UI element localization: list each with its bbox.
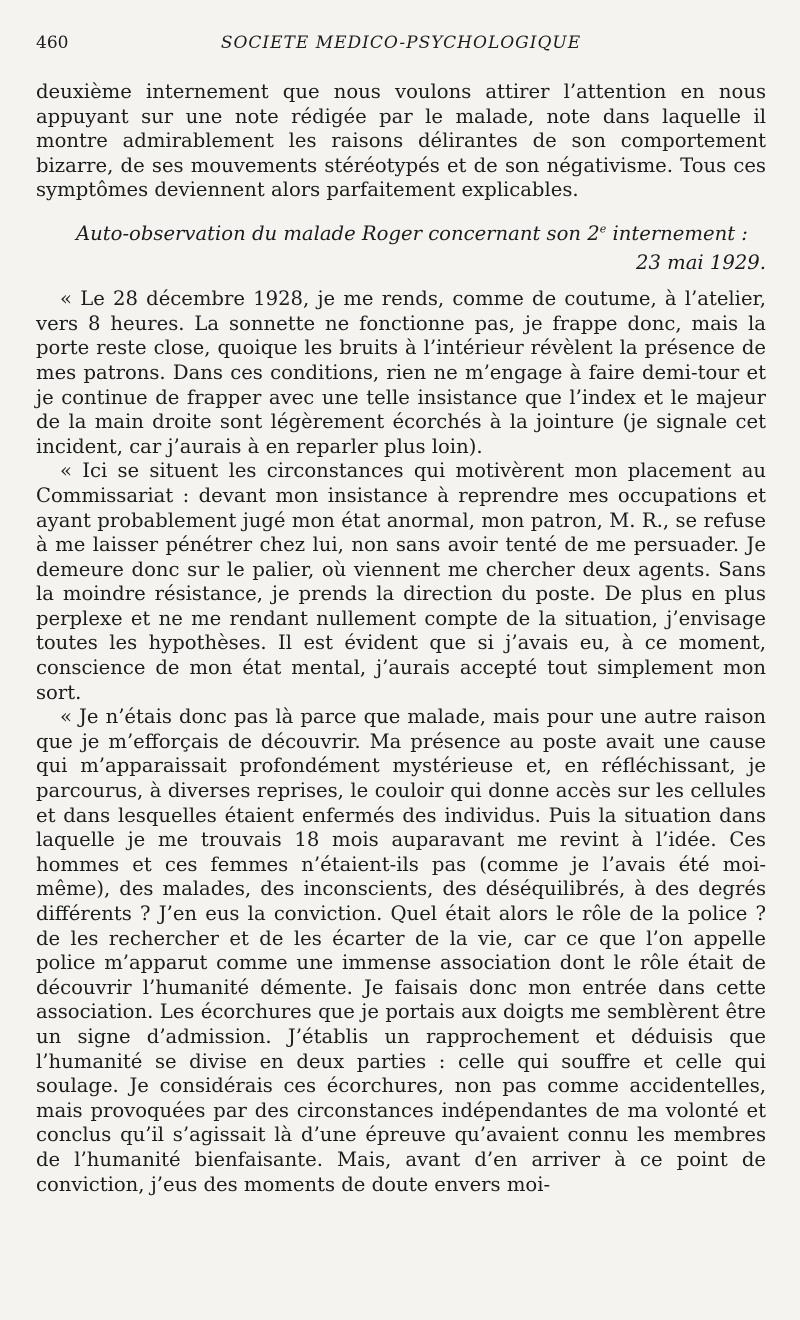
heading-text-before: Auto-observation du malade Roger concernant son 2 bbox=[76, 221, 600, 245]
paragraph-continuation: deuxième internement que nous voulons attirer l’attention en nous appuyant sur une note rédigée par le malade, note dans laquelle il montre admirablement les raisons délirantes de son comportement bizarre, de ses mouvements stéréotypés et de son négativisme. Tous ces symptômes deviennent alors parfaitement explicables. bbox=[36, 80, 766, 202]
running-head bbox=[36, 30, 766, 56]
paragraph-quote-2: « Ici se situent les circonstances qui motivèrent mon placement au Commissariat : devant mon insistance à reprendre mes occupations et ayant probablement jugé mon état anormal, mon patron, M. R., se refuse à me laisser pénétrer chez lui, non sans avoir tenté de me persuader. Je demeure donc sur le palier, où viennent me chercher deux agents. Sans la moindre résistance, je prends la direction du poste. De plus en plus perplexe et ne me rendant nullement compte de la situation, j’envisage toutes les hypothèses. Il est évident que si j’avais eu, à ce moment, conscience de mon état mental, j’aurais accepté tout simplement mon sort. bbox=[36, 459, 766, 704]
date-line: 23 mai 1929. bbox=[635, 250, 766, 274]
paragraph-quote-3: « Je n’étais donc pas là parce que malade, mais pour une autre raison que je m’efforçais de découvrir. Ma présence au poste avait une cause qui m’apparaissait profondément mystérieuse et, en réfléchissant, je parcourus, à diverses reprises, le couloir qui donne accès sur les cellules et dans lesquelles étaient enfermés des individus. Puis la situation dans laquelle je me trouvais 18 mois auparavant me revint à l’idée. Ces hommes et ces femmes n’étaient-ils pas (comme je l’avais été moi-même), des malades, des inconscients, des déséquilibrés, à des degrés différents ? J’en eus la conviction. Quel était alors le rôle de la police ? de les rechercher et de les écarter de la vie, car ce que l’on appelle police m’apparut comme une immense association dont le rôle était de découvrir l’humanité démente. Je faisais donc mon entrée dans cette association. Les écorchures que je portais aux doigts me semblèrent être un signe d’admission. J’établis un rapprochement et déduisis que l’humanité se divise en deux parties : celle qui souffre et celle qui soulage. Je considérais ces écorchures, non pas comme accidentelles, mais provoquées par des circonstances indépendantes de ma volonté et conclus qu’il s’agissait là d’une épreuve qu’avaient connu les membres de l’humanité bienfaisante. Mais, avant d’en arriver à ce point de conviction, j’eus des moments de doute envers moi- bbox=[36, 705, 766, 1196]
journal-title: SOCIETE MEDICO-PSYCHOLOGIQUE bbox=[220, 33, 582, 53]
heading-text-after: internement : bbox=[606, 221, 748, 245]
heading-superscript: e bbox=[599, 222, 607, 236]
page-number: 460 bbox=[36, 33, 69, 53]
paragraph-quote-1: « Le 28 décembre 1928, je me rends, comme de coutume, à l’atelier, vers 8 heures. La sonnette ne fonctionne pas, je frappe donc, mais la porte reste close, quoique les bruits à l’intérieur révèlent la présence de mes patrons. Dans ces conditions, rien ne m’engage à faire demi-tour et je continue de frapper avec une telle insistance que l’index et le majeur de la main droite sont légèrement écorchés à la jointure (je signale cet incident, car j’aurais à en reparler plus loin). bbox=[36, 287, 766, 458]
body-text bbox=[36, 80, 766, 1197]
section-heading bbox=[36, 222, 766, 247]
